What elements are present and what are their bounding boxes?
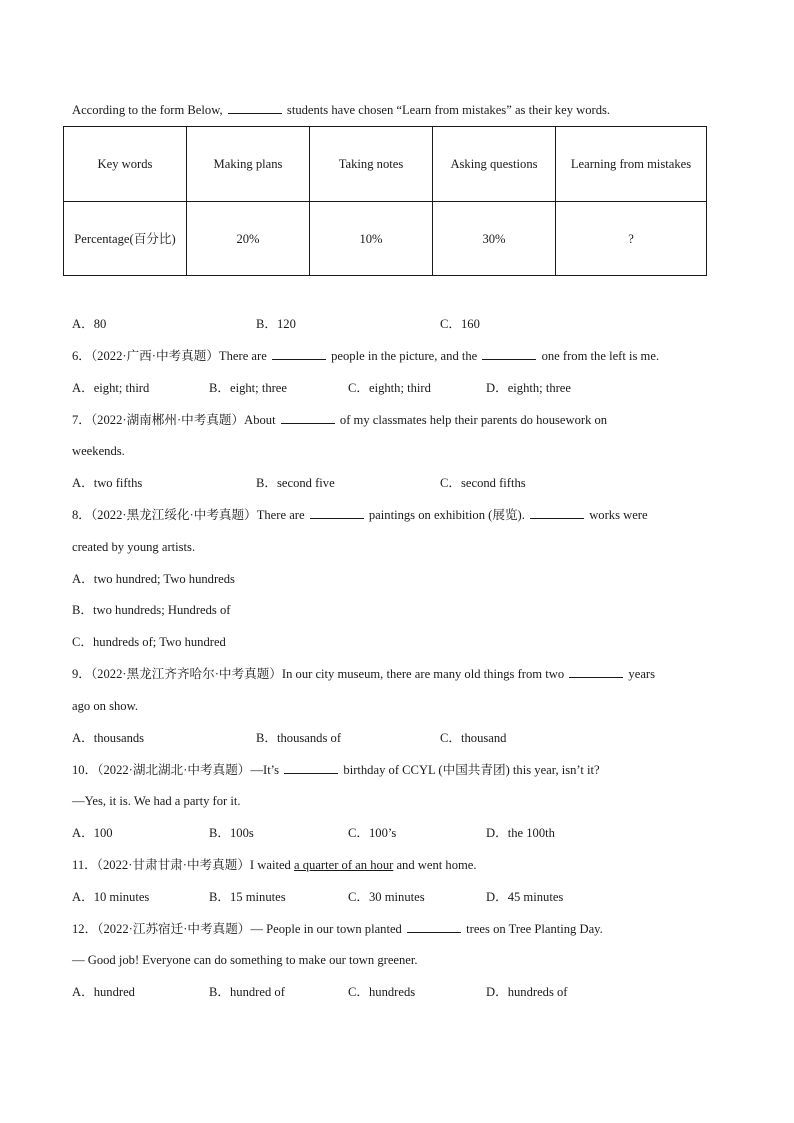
table-cell: 30% — [433, 202, 556, 276]
option-a[interactable]: A．two hundred; Two hundreds — [72, 572, 235, 586]
option-b[interactable]: B．thousands of — [256, 731, 342, 745]
option-c[interactable]: C．hundreds — [348, 985, 416, 999]
underlined-phrase: a quarter of an hour — [294, 858, 394, 872]
answer-blank — [284, 762, 338, 774]
option-d[interactable]: D．the 100th — [486, 826, 555, 840]
option-b[interactable]: B．100s — [209, 826, 254, 840]
question-text: 12．（2022·江苏宿迁·中考真题）— People in our town planted — [72, 922, 405, 936]
table-cell: Key words — [64, 127, 187, 202]
question-7 — [72, 412, 607, 428]
key-words-table — [63, 126, 707, 276]
question-text: paintings on exhibition (展览). — [365, 508, 529, 522]
question-text: 6．（2022·广西·中考真题）There are — [72, 349, 270, 363]
option-c[interactable]: C．thousand — [440, 731, 507, 745]
option-a[interactable]: A．eight; third — [72, 381, 150, 395]
answer-blank — [530, 507, 584, 519]
question-9 — [72, 666, 655, 682]
option-a[interactable]: A．thousands — [72, 731, 145, 745]
option-b[interactable]: B．eight; three — [209, 381, 287, 395]
question-8-continued: created by young artists. — [72, 540, 196, 554]
option-c[interactable]: C．160 — [440, 317, 480, 331]
question-8 — [72, 507, 648, 523]
option-a[interactable]: A．10 minutes — [72, 890, 150, 904]
option-c[interactable]: C．eighth; third — [348, 381, 431, 395]
option-c[interactable]: C．30 minutes — [348, 890, 425, 904]
table-data-row — [64, 202, 707, 276]
question-text: one from the left is me. — [538, 349, 660, 363]
option-b[interactable]: B．two hundreds; Hundreds of — [72, 603, 231, 617]
question-10 — [72, 762, 600, 778]
answer-blank — [482, 348, 536, 360]
answer-blank — [569, 666, 623, 678]
table-header-row — [64, 127, 707, 202]
option-c[interactable]: C．hundreds of; Two hundred — [72, 635, 226, 649]
option-b[interactable]: B．second five — [256, 476, 335, 490]
table-cell: Learning from mistakes — [556, 127, 707, 202]
option-c[interactable]: C．second fifths — [440, 476, 526, 490]
option-b[interactable]: B．hundred of — [209, 985, 285, 999]
table-cell: Asking questions — [433, 127, 556, 202]
question-text: works were — [586, 508, 648, 522]
question-9-continued: ago on show. — [72, 699, 138, 713]
answer-blank — [310, 507, 364, 519]
question-text: trees on Tree Planting Day. — [463, 922, 603, 936]
option-c[interactable]: C．100’s — [348, 826, 397, 840]
answer-blank — [272, 348, 326, 360]
question-text: 7．（2022·湖南郴州·中考真题）About — [72, 413, 279, 427]
answer-blank — [281, 412, 335, 424]
question-text: birthday of CCYL (中国共青团) this year, isn’t it? — [340, 763, 600, 777]
answer-blank — [407, 921, 461, 933]
question-text: people in the picture, and the — [327, 349, 481, 363]
question-7-continued: weekends. — [72, 444, 125, 458]
option-a[interactable]: A．two fifths — [72, 476, 143, 490]
table-cell: ? — [556, 202, 707, 276]
intro-sentence — [72, 102, 610, 118]
option-d[interactable]: D．45 minutes — [486, 890, 564, 904]
question-text: years — [625, 667, 656, 681]
question-text: 8．（2022·黑龙江绥化·中考真题）There are — [72, 508, 308, 522]
question-6 — [72, 348, 659, 364]
table-cell: 20% — [187, 202, 310, 276]
intro-text-after: students have chosen “Learn from mistakes” as their key words. — [283, 103, 611, 117]
question-10-continued: —Yes, it is. We had a party for it. — [72, 794, 241, 808]
question-text: and went home. — [393, 858, 477, 872]
option-b[interactable]: B．15 minutes — [209, 890, 286, 904]
option-d[interactable]: D．hundreds of — [486, 985, 568, 999]
option-a[interactable]: A．80 — [72, 317, 107, 331]
table-cell: Taking notes — [310, 127, 433, 202]
answer-blank — [228, 102, 282, 114]
question-12-continued: — Good job! Everyone can do something to make our town greener. — [72, 953, 418, 967]
option-a[interactable]: A．100 — [72, 826, 113, 840]
table-cell: Percentage(百分比) — [64, 202, 187, 276]
intro-text-before: According to the form Below, — [72, 103, 226, 117]
question-text: 11．（2022·甘肃甘肃·中考真题）I waited — [72, 858, 294, 872]
table-cell: Making plans — [187, 127, 310, 202]
question-11 — [72, 857, 477, 873]
question-text: of my classmates help their parents do housework on — [336, 413, 608, 427]
question-text: 10．（2022·湖北湖北·中考真题）—It’s — [72, 763, 283, 777]
question-12 — [72, 921, 603, 937]
option-b[interactable]: B．120 — [256, 317, 296, 331]
option-a[interactable]: A．hundred — [72, 985, 135, 999]
table-cell: 10% — [310, 202, 433, 276]
option-d[interactable]: D．eighth; three — [486, 381, 571, 395]
question-text: 9．（2022·黑龙江齐齐哈尔·中考真题）In our city museum, there are many old things from two — [72, 667, 568, 681]
